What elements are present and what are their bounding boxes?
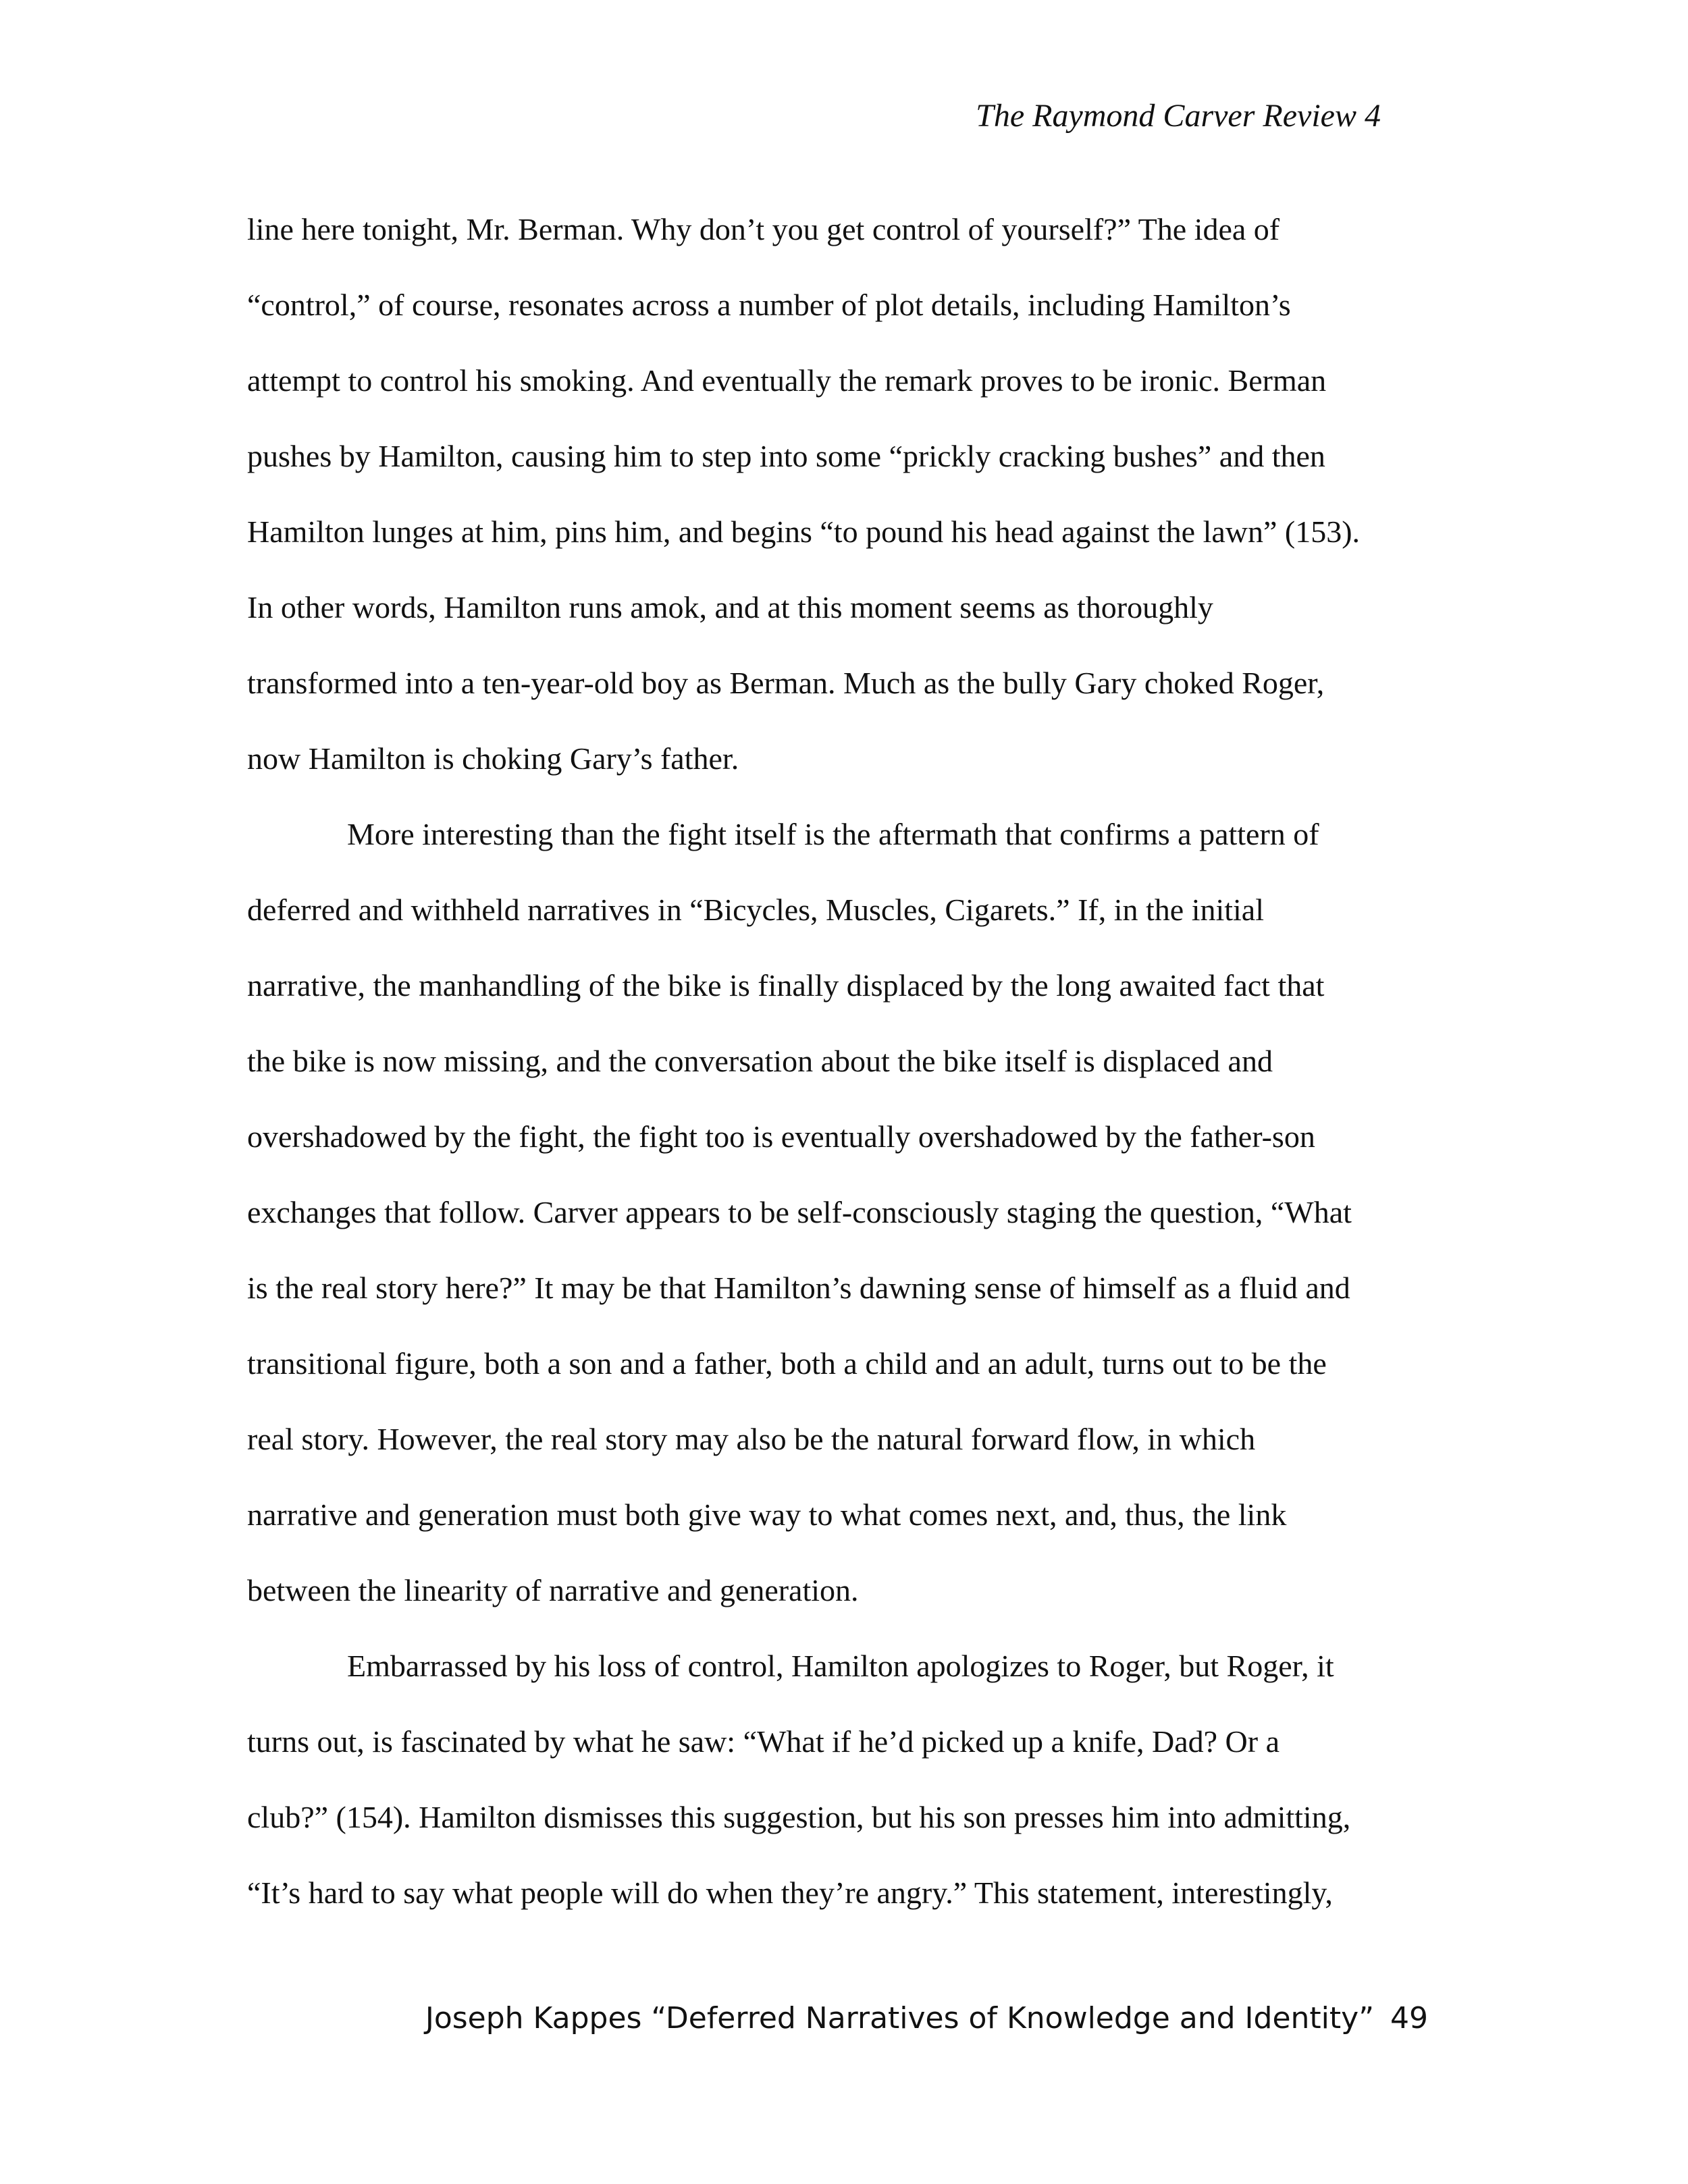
- text-line: attempt to control his smoking. And eventually the remark proves to be ironic. Berman: [247, 363, 1327, 398]
- text-line: line here tonight, Mr. Berman. Why don’t you get control of yourself?” The idea of: [247, 212, 1280, 246]
- text-line: real story. However, the real story may also be the natural forward flow, in which: [247, 1422, 1256, 1456]
- text-line: Hamilton lunges at him, pins him, and begins “to pound his head against the lawn” (153).: [247, 514, 1361, 549]
- text-line: deferred and withheld narratives in “Bicycles, Muscles, Cigarets.” If, in the initial: [247, 893, 1265, 927]
- text-line: overshadowed by the fight, the fight too is eventually overshadowed by the father-son: [247, 1119, 1315, 1154]
- text-line: In other words, Hamilton runs amok, and at this moment seems as thoroughly: [247, 590, 1213, 624]
- footer-citation: Joseph Kappes “Deferred Narratives of Knowledge and Identity”: [425, 2001, 1374, 2035]
- article-body: [247, 192, 1435, 1931]
- running-footer: [425, 1998, 1428, 2039]
- text-line: exchanges that follow. Carver appears to be self-consciously staging the question, “What: [247, 1195, 1352, 1229]
- text-line: “control,” of course, resonates across a number of plot details, including Hamilton’s: [247, 288, 1291, 322]
- text-line: narrative and generation must both give way to what comes next, and, thus, the link: [247, 1497, 1287, 1532]
- text-line: between the linearity of narrative and generation.: [247, 1573, 859, 1607]
- page-number: 49: [1390, 2001, 1428, 2035]
- text-line: transformed into a ten-year-old boy as Berman. Much as the bully Gary choked Roger,: [247, 666, 1325, 700]
- text-line: now Hamilton is choking Gary’s father.: [247, 741, 739, 776]
- text-line: turns out, is fascinated by what he saw: “What if he’d picked up a knife, Dad? Or a: [247, 1724, 1280, 1759]
- text-line: pushes by Hamilton, causing him to step into some “prickly cracking bushes” and then: [247, 439, 1325, 473]
- text-line: club?” (154). Hamilton dismisses this suggestion, but his son presses him into admitting,: [247, 1800, 1351, 1834]
- paragraph-start-line: Embarrassed by his loss of control, Hamilton apologizes to Roger, but Roger, it: [347, 1649, 1334, 1683]
- text-line: narrative, the manhandling of the bike is finally displaced by the long awaited fact that: [247, 968, 1325, 1003]
- running-header-journal-title: The Raymond Carver Review 4: [976, 98, 1381, 134]
- text-line: “It’s hard to say what people will do when they’re angry.” This statement, interestingly,: [247, 1875, 1333, 1910]
- text-line: is the real story here?” It may be that Hamilton’s dawning sense of himself as a fluid and: [247, 1271, 1350, 1305]
- text-line: the bike is now missing, and the conversation about the bike itself is displaced and: [247, 1044, 1273, 1078]
- text-line: transitional figure, both a son and a father, both a child and an adult, turns out to be the: [247, 1346, 1327, 1381]
- paragraph-start-line: More interesting than the fight itself is the aftermath that confirms a pattern of: [347, 817, 1319, 851]
